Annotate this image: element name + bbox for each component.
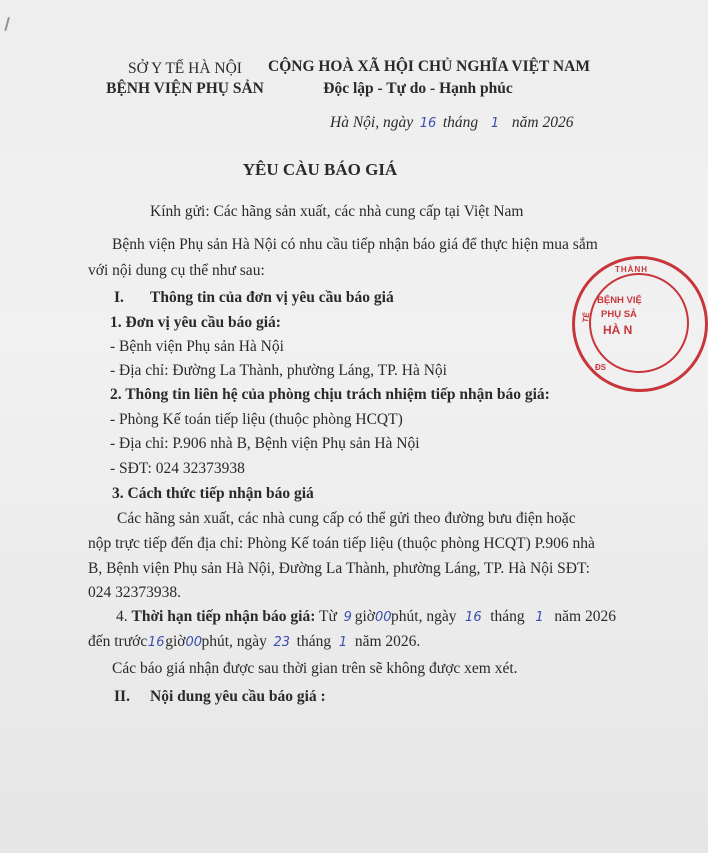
item-4-number: 4. [116,608,128,625]
item-1-line-1: - Bệnh viện Phụ sản Hà Nội [110,338,284,355]
item-4-from-minute: 00 [375,610,392,625]
item-4-from-month: 1 [535,610,544,625]
date-year: năm 2026 [511,114,574,131]
header-nation: CỘNG HOÀ XÃ HỘI CHỦ NGHĨA VIỆT NAM [268,58,590,75]
header-motto: Độc lập - Tự do - Hạnh phúc [323,80,513,97]
item-3-line-1: Các hãng sản xuất, các nhà cung cấp có thể gửi theo đường bưu điện hoặc [117,510,576,527]
item-4-month-word: tháng [490,608,525,625]
stamp-top-arc: THÀNH [615,265,648,274]
item-4-minute-word: phút, ngày [391,608,457,625]
item-2-line-2: - Địa chỉ: P.906 nhà B, Bệnh viện Phụ sản Hà Nội [110,435,420,452]
section-2-heading: Nội dung yêu cầu báo giá : [150,688,326,705]
item-3-line-2: nộp trực tiếp đến địa chỉ: Phòng Kế toán tiếp liệu (thuộc phòng HCQT) P.906 nhà [88,535,595,552]
stamp-line-1: BỆNH VIỆ [597,295,642,306]
item-4-to-month: 1 [338,635,348,650]
item-3-heading: 3. Cách thức tiếp nhận báo giá [112,485,314,502]
stamp-line-2: PHỤ SẢ [601,309,637,320]
stamp-side-text: TẾ [580,311,592,324]
item-4-from-day: 16 [465,610,482,625]
item-3-line-4: 024 32373938. [88,584,181,601]
item-4-from: Từ [319,608,337,625]
item-2-line-1: - Phòng Kế toán tiếp liệu (thuộc phòng HCQT) [110,411,403,428]
section-2-number: II. [114,688,130,705]
item-2-line-3: - SĐT: 024 32373938 [110,460,245,477]
document-title: YÊU CÀU BÁO GIÁ [242,160,398,179]
date-prefix: Hà Nội, ngày [330,114,414,131]
intro-line-1: Bệnh viện Phụ sản Hà Nội có nhu cầu tiếp nhận báo giá để thực hiện mua sắm [112,236,598,253]
section-1-heading: Thông tin của đơn vị yêu cầu báo giá [150,289,394,306]
date-month: 1 [490,116,500,131]
header-agency: SỞ Y TẾ HÀ NỘI [128,60,242,77]
late-quote-note: Các báo giá nhận được sau thời gian trên sẽ không được xem xét. [112,660,518,677]
item-1-heading: 1. Đơn vị yêu cầu báo giá: [110,314,281,331]
stamp-line-3: HÀ N [603,323,633,337]
item-4-line-1 [116,608,616,626]
item-1-line-2: - Địa chỉ: Đường La Thành, phường Láng, TP. Hà Nội [110,362,447,379]
item-4-to-month-word: tháng [296,633,332,650]
item-4-to-hour-word: giờ [165,633,186,650]
item-4-to-hour: 16 [147,635,165,650]
item-2-heading: 2. Thông tin liên hệ của phòng chịu trách nhiệm tiếp nhận báo giá: [110,386,550,403]
item-4-to-minute: 00 [185,635,203,650]
official-stamp [572,256,708,392]
date-line [330,114,573,132]
item-3-line-3: B, Bệnh viện Phụ sản Hà Nội, Đường La Thành, phường Láng, TP. Hà Nội SĐT: [88,560,590,577]
item-4-hour-word: giờ [354,608,376,625]
recipient-line: Kính gửi: Các hãng sản xuất, các nhà cung cấp tại Việt Nam [150,203,524,220]
item-4-from-year: năm 2026 [554,608,616,625]
item-4-to-year: năm 2026. [354,633,421,650]
date-month-label: tháng [442,114,479,131]
scan-mark [4,17,17,33]
header-hospital: BỆNH VIỆN PHỤ SẢN [106,80,264,97]
stamp-bottom-text: ĐS [595,363,607,372]
item-4-line-2 [88,633,420,651]
intro-line-2: với nội dung cụ thể như sau: [88,262,265,279]
date-day: 16 [419,116,437,131]
item-4-to-prefix: đến trước [88,633,148,650]
item-4-to-minute-word: phút, ngày [201,633,267,650]
item-4-from-hour: 9 [343,610,352,625]
section-1-number: I. [114,289,124,306]
item-4-label: Thời hạn tiếp nhận báo giá: [131,608,316,625]
item-4-to-day: 23 [273,635,291,650]
